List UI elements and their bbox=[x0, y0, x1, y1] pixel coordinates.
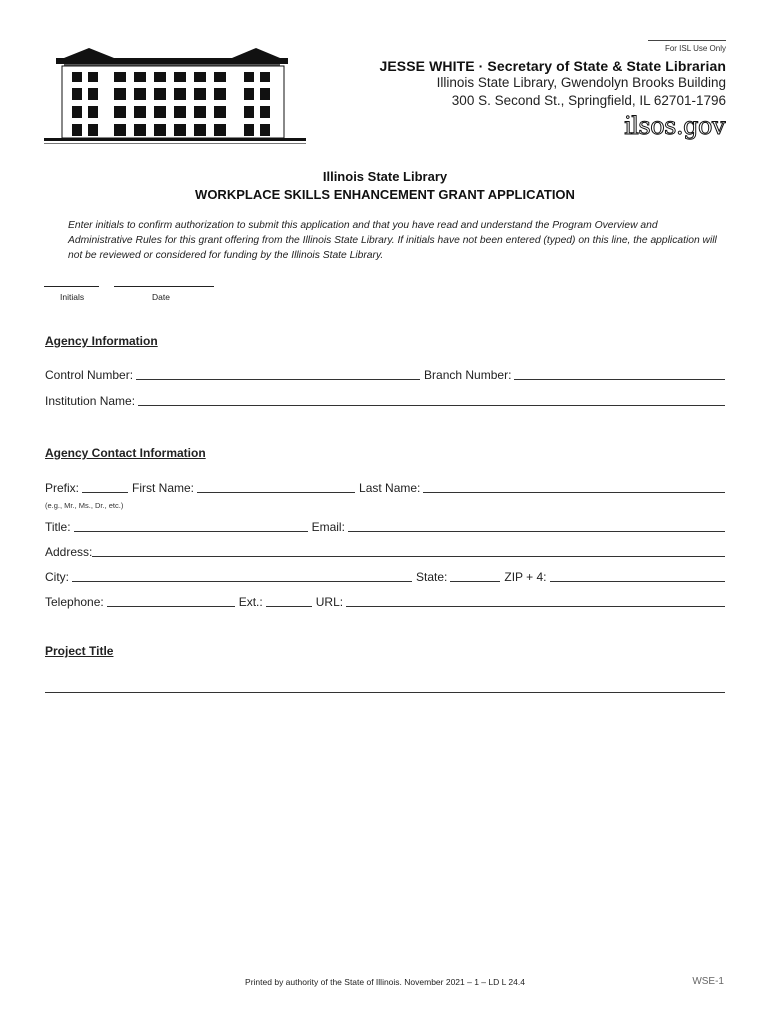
form-title: WORKPLACE SKILLS ENHANCEMENT GRANT APPLICATION bbox=[195, 187, 575, 202]
ilsos-logo: ilsos.gov bbox=[624, 112, 725, 140]
date-field[interactable] bbox=[114, 286, 214, 287]
form-code: WSE-1 bbox=[692, 976, 724, 987]
title-email-row bbox=[45, 520, 725, 534]
branch-number-field[interactable] bbox=[514, 369, 725, 380]
control-branch-row bbox=[45, 368, 725, 382]
prefix-field[interactable] bbox=[82, 482, 128, 493]
name-row bbox=[45, 481, 725, 495]
prefix-label: Prefix: bbox=[45, 481, 80, 495]
zip-label: ZIP + 4: bbox=[504, 570, 547, 584]
title-label: Title: bbox=[45, 520, 71, 534]
email-label: Email: bbox=[311, 520, 345, 534]
address-row bbox=[45, 545, 725, 559]
library-address-line2: 300 S. Second St., Springfield, IL 62701-1796 bbox=[451, 93, 726, 108]
institution-row bbox=[45, 394, 725, 408]
control-number-label: Control Number: bbox=[45, 368, 134, 382]
telephone-label: Telephone: bbox=[45, 595, 104, 609]
city-label: City: bbox=[45, 570, 69, 584]
project-title-heading: Project Title bbox=[45, 644, 114, 658]
capitol-building-image bbox=[44, 44, 306, 150]
state-field[interactable] bbox=[450, 571, 500, 582]
title-field[interactable] bbox=[74, 521, 308, 532]
city-state-zip-row bbox=[45, 570, 725, 584]
form-titles bbox=[0, 168, 770, 204]
url-field[interactable] bbox=[346, 596, 725, 607]
institution-name-label: Institution Name: bbox=[45, 394, 136, 408]
url-label: URL: bbox=[315, 595, 344, 609]
initials-field[interactable] bbox=[44, 286, 99, 287]
printed-by-footer: Printed by authority of the State of Illinois. November 2021 – 1 – LD L 24.4 bbox=[245, 977, 525, 987]
address-label: Address: bbox=[45, 545, 93, 559]
last-name-field[interactable] bbox=[423, 482, 725, 493]
agency-contact-heading: Agency Contact Information bbox=[45, 446, 206, 460]
address-field[interactable] bbox=[92, 546, 725, 557]
prefix-hint: (e.g., Mr., Ms., Dr., etc.) bbox=[45, 501, 124, 510]
ext-label: Ext.: bbox=[238, 595, 263, 609]
library-address-line1: Illinois State Library, Gwendolyn Brooks Building bbox=[436, 75, 726, 90]
institution-name-field[interactable] bbox=[138, 395, 725, 406]
date-label: Date bbox=[152, 292, 170, 302]
control-number-field[interactable] bbox=[136, 369, 420, 380]
last-name-label: Last Name: bbox=[359, 481, 421, 495]
org-title: Illinois State Library bbox=[322, 169, 448, 184]
isl-use-only-label: For ISL Use Only bbox=[648, 40, 726, 53]
ext-field[interactable] bbox=[266, 596, 312, 607]
telephone-field[interactable] bbox=[107, 596, 235, 607]
first-name-label: First Name: bbox=[132, 481, 195, 495]
agency-information-heading: Agency Information bbox=[45, 334, 158, 348]
intro-paragraph: Enter initials to confirm authorization to submit this application and that you have read and understand the Program Overview and Administrative Rules for this grant offering from the Illinois State Library. If initials have not been entered (typed) on this line, the application will not be reviewed or considered for funding by the Illinois State Library. bbox=[68, 220, 717, 261]
initials-label: Initials bbox=[60, 292, 85, 302]
project-title-field[interactable] bbox=[45, 692, 725, 693]
phone-url-row bbox=[45, 595, 725, 609]
state-label: State: bbox=[416, 570, 448, 584]
city-field[interactable] bbox=[72, 571, 412, 582]
agency-header bbox=[379, 58, 726, 110]
email-field[interactable] bbox=[348, 521, 725, 532]
secretary-title: JESSE WHITE · Secretary of State & State Librarian bbox=[379, 58, 726, 74]
first-name-field[interactable] bbox=[197, 482, 355, 493]
branch-number-label: Branch Number: bbox=[424, 368, 512, 382]
zip-field[interactable] bbox=[550, 571, 726, 582]
